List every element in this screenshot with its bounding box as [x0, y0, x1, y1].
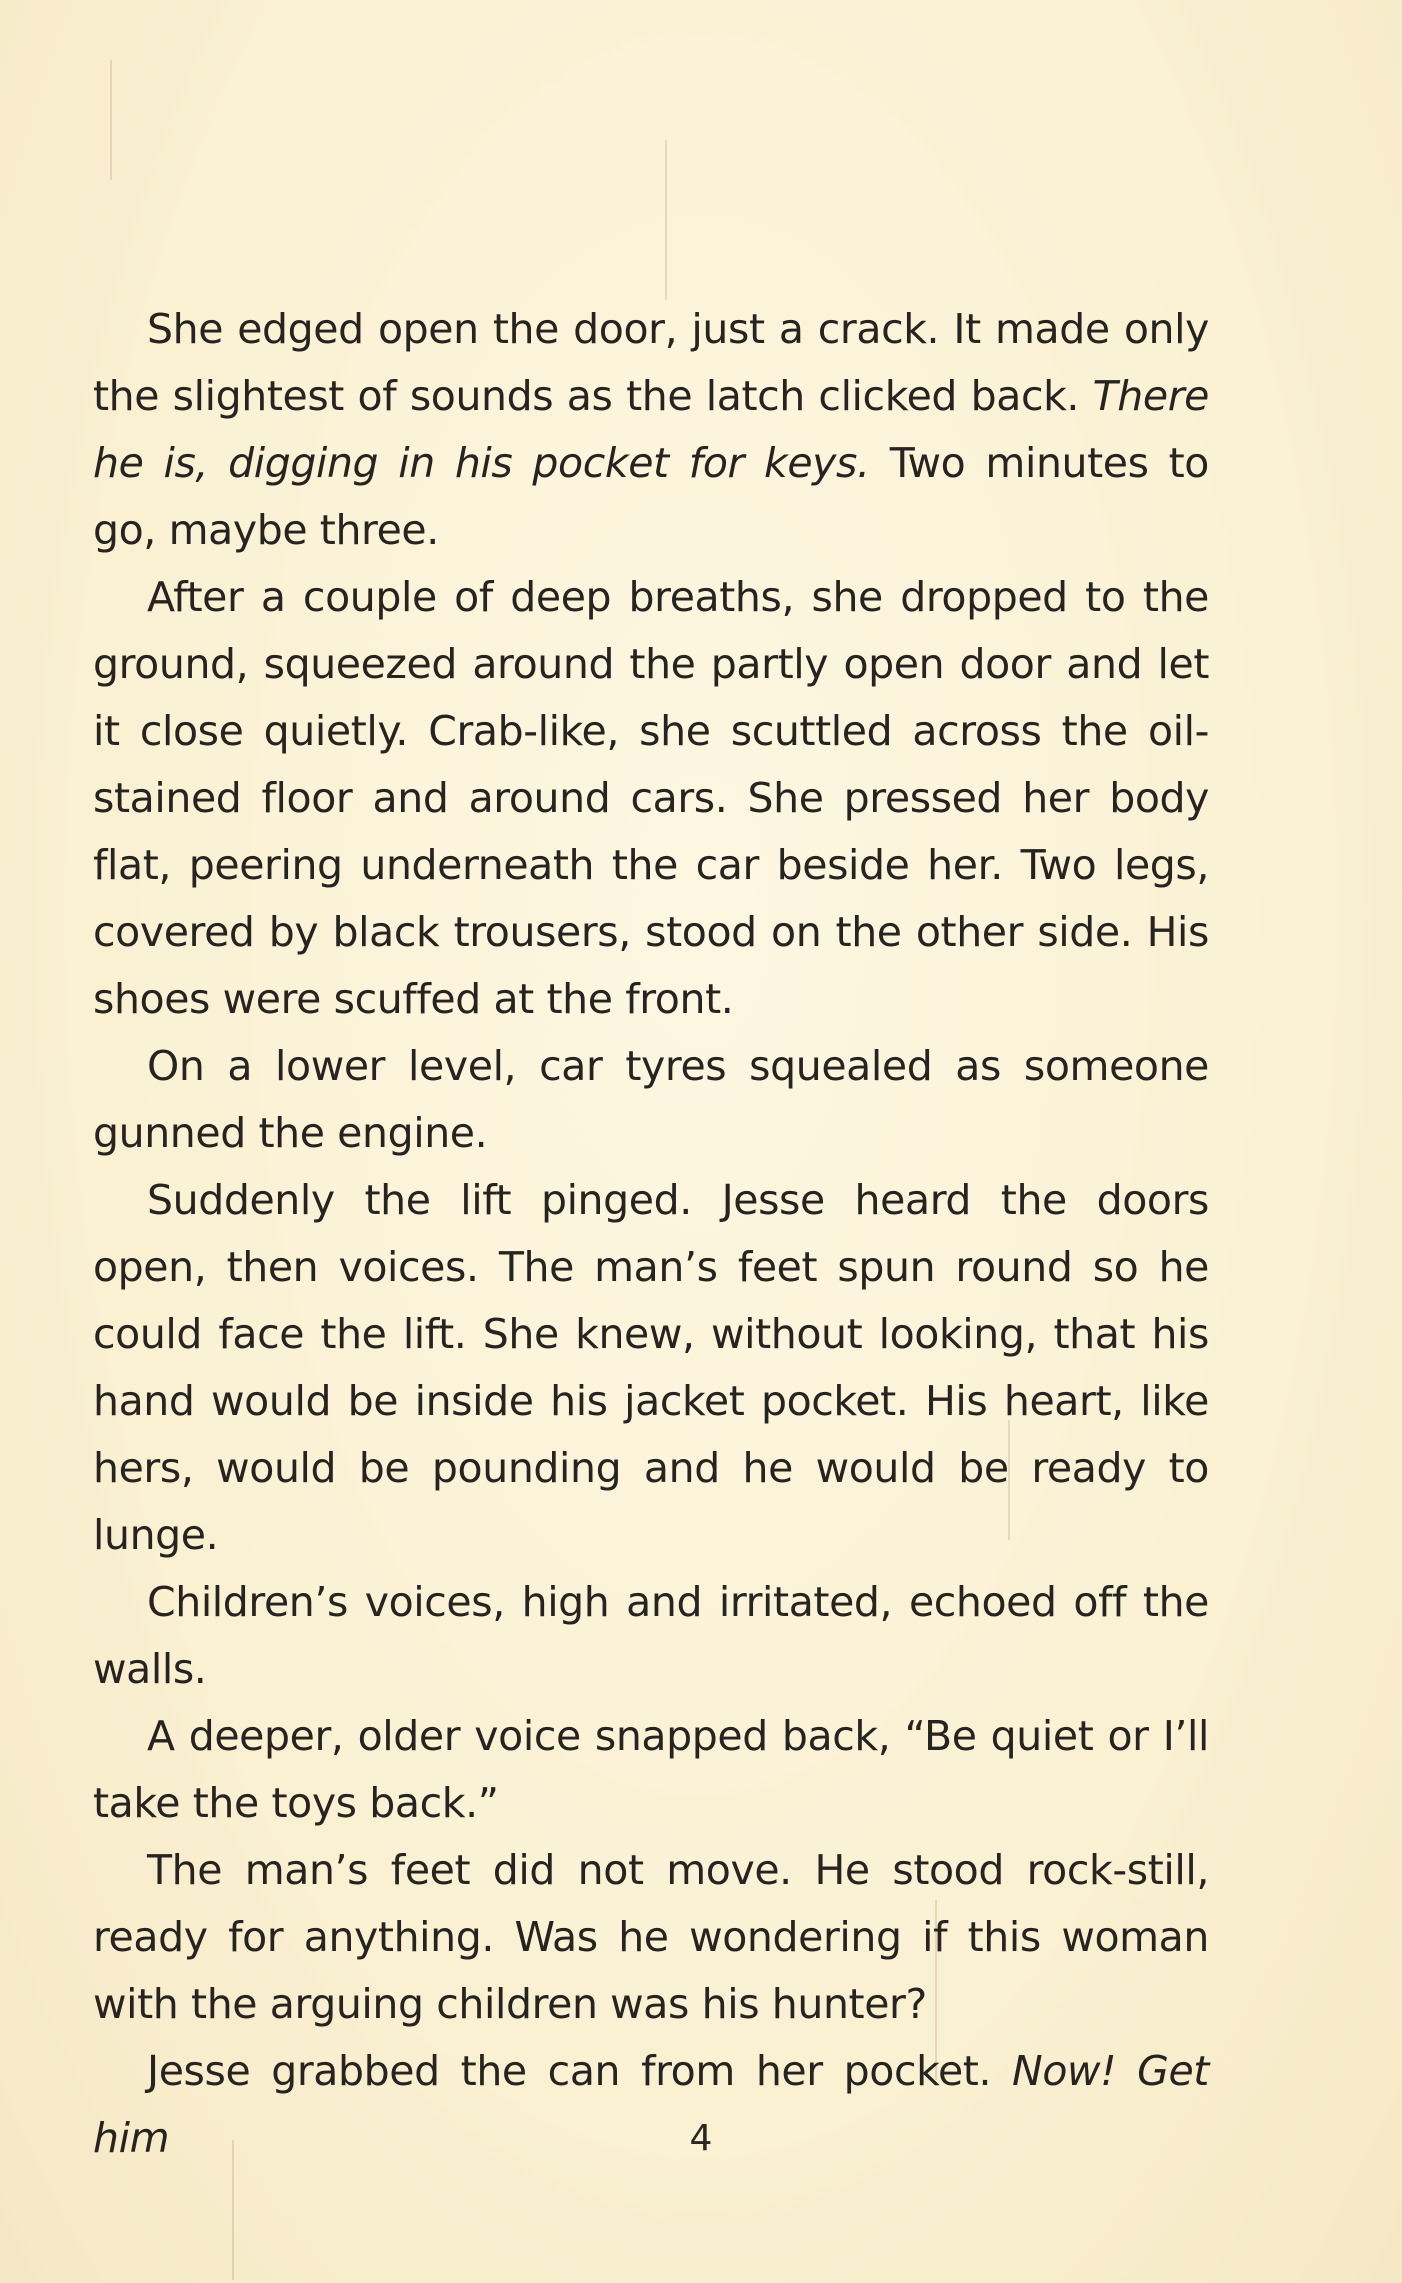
- text-run: Suddenly the lift pinged. Jesse heard the doors open, then voices. The man’s feet spun round so he could face the lift. She knew, without looking, that his hand would be inside his jacket pocket. His heart, like hers, would be pounding and he would be ready to lunge.: [93, 1176, 1209, 1559]
- paragraph: [93, 296, 1209, 564]
- text-run: The man’s feet did not move. He stood rock-still, ready for anything. Was he wondering if this woman with the arguing children was his hunter?: [93, 1846, 1209, 2028]
- page-crease-mark: [110, 60, 112, 180]
- italic-text: Now! Get him: [93, 2047, 1209, 2162]
- body-text: [93, 296, 1209, 2172]
- text-run: After a couple of deep breaths, she dropped to the ground, squeezed around the partly open door and let it close quietly. Crab-like, she scuttled across the oil-stained floor and around cars. She pressed her body flat, peering underneath the car beside her. Two legs, covered by black trousers, stood on the other side. His shoes were scuffed at the front.: [93, 573, 1209, 1023]
- paragraph: [93, 1167, 1209, 1569]
- text-run: Two minutes to go, maybe three.: [93, 439, 1209, 554]
- text-run: Children’s voices, high and irritated, echoed off the walls.: [93, 1578, 1209, 1693]
- page-crease-mark: [665, 140, 667, 300]
- text-run: Jesse grabbed the can from her pocket.: [147, 2047, 1013, 2095]
- paragraph: [93, 1569, 1209, 1703]
- paragraph: [93, 1033, 1209, 1167]
- text-run: On a lower level, car tyres squealed as someone gunned the engine.: [93, 1042, 1209, 1157]
- page-number: 4: [689, 2118, 713, 2159]
- italic-text: There he is, digging in his pocket for keys.: [93, 372, 1209, 487]
- paragraph: [93, 1703, 1209, 1837]
- text-run: She edged open the door, just a crack. It made only the slightest of sounds as the latch clicked back.: [93, 305, 1209, 420]
- paragraph: [93, 564, 1209, 1033]
- paragraph: [93, 1837, 1209, 2038]
- text-run: A deeper, older voice snapped back, “Be quiet or I’ll take the toys back.”: [93, 1712, 1209, 1827]
